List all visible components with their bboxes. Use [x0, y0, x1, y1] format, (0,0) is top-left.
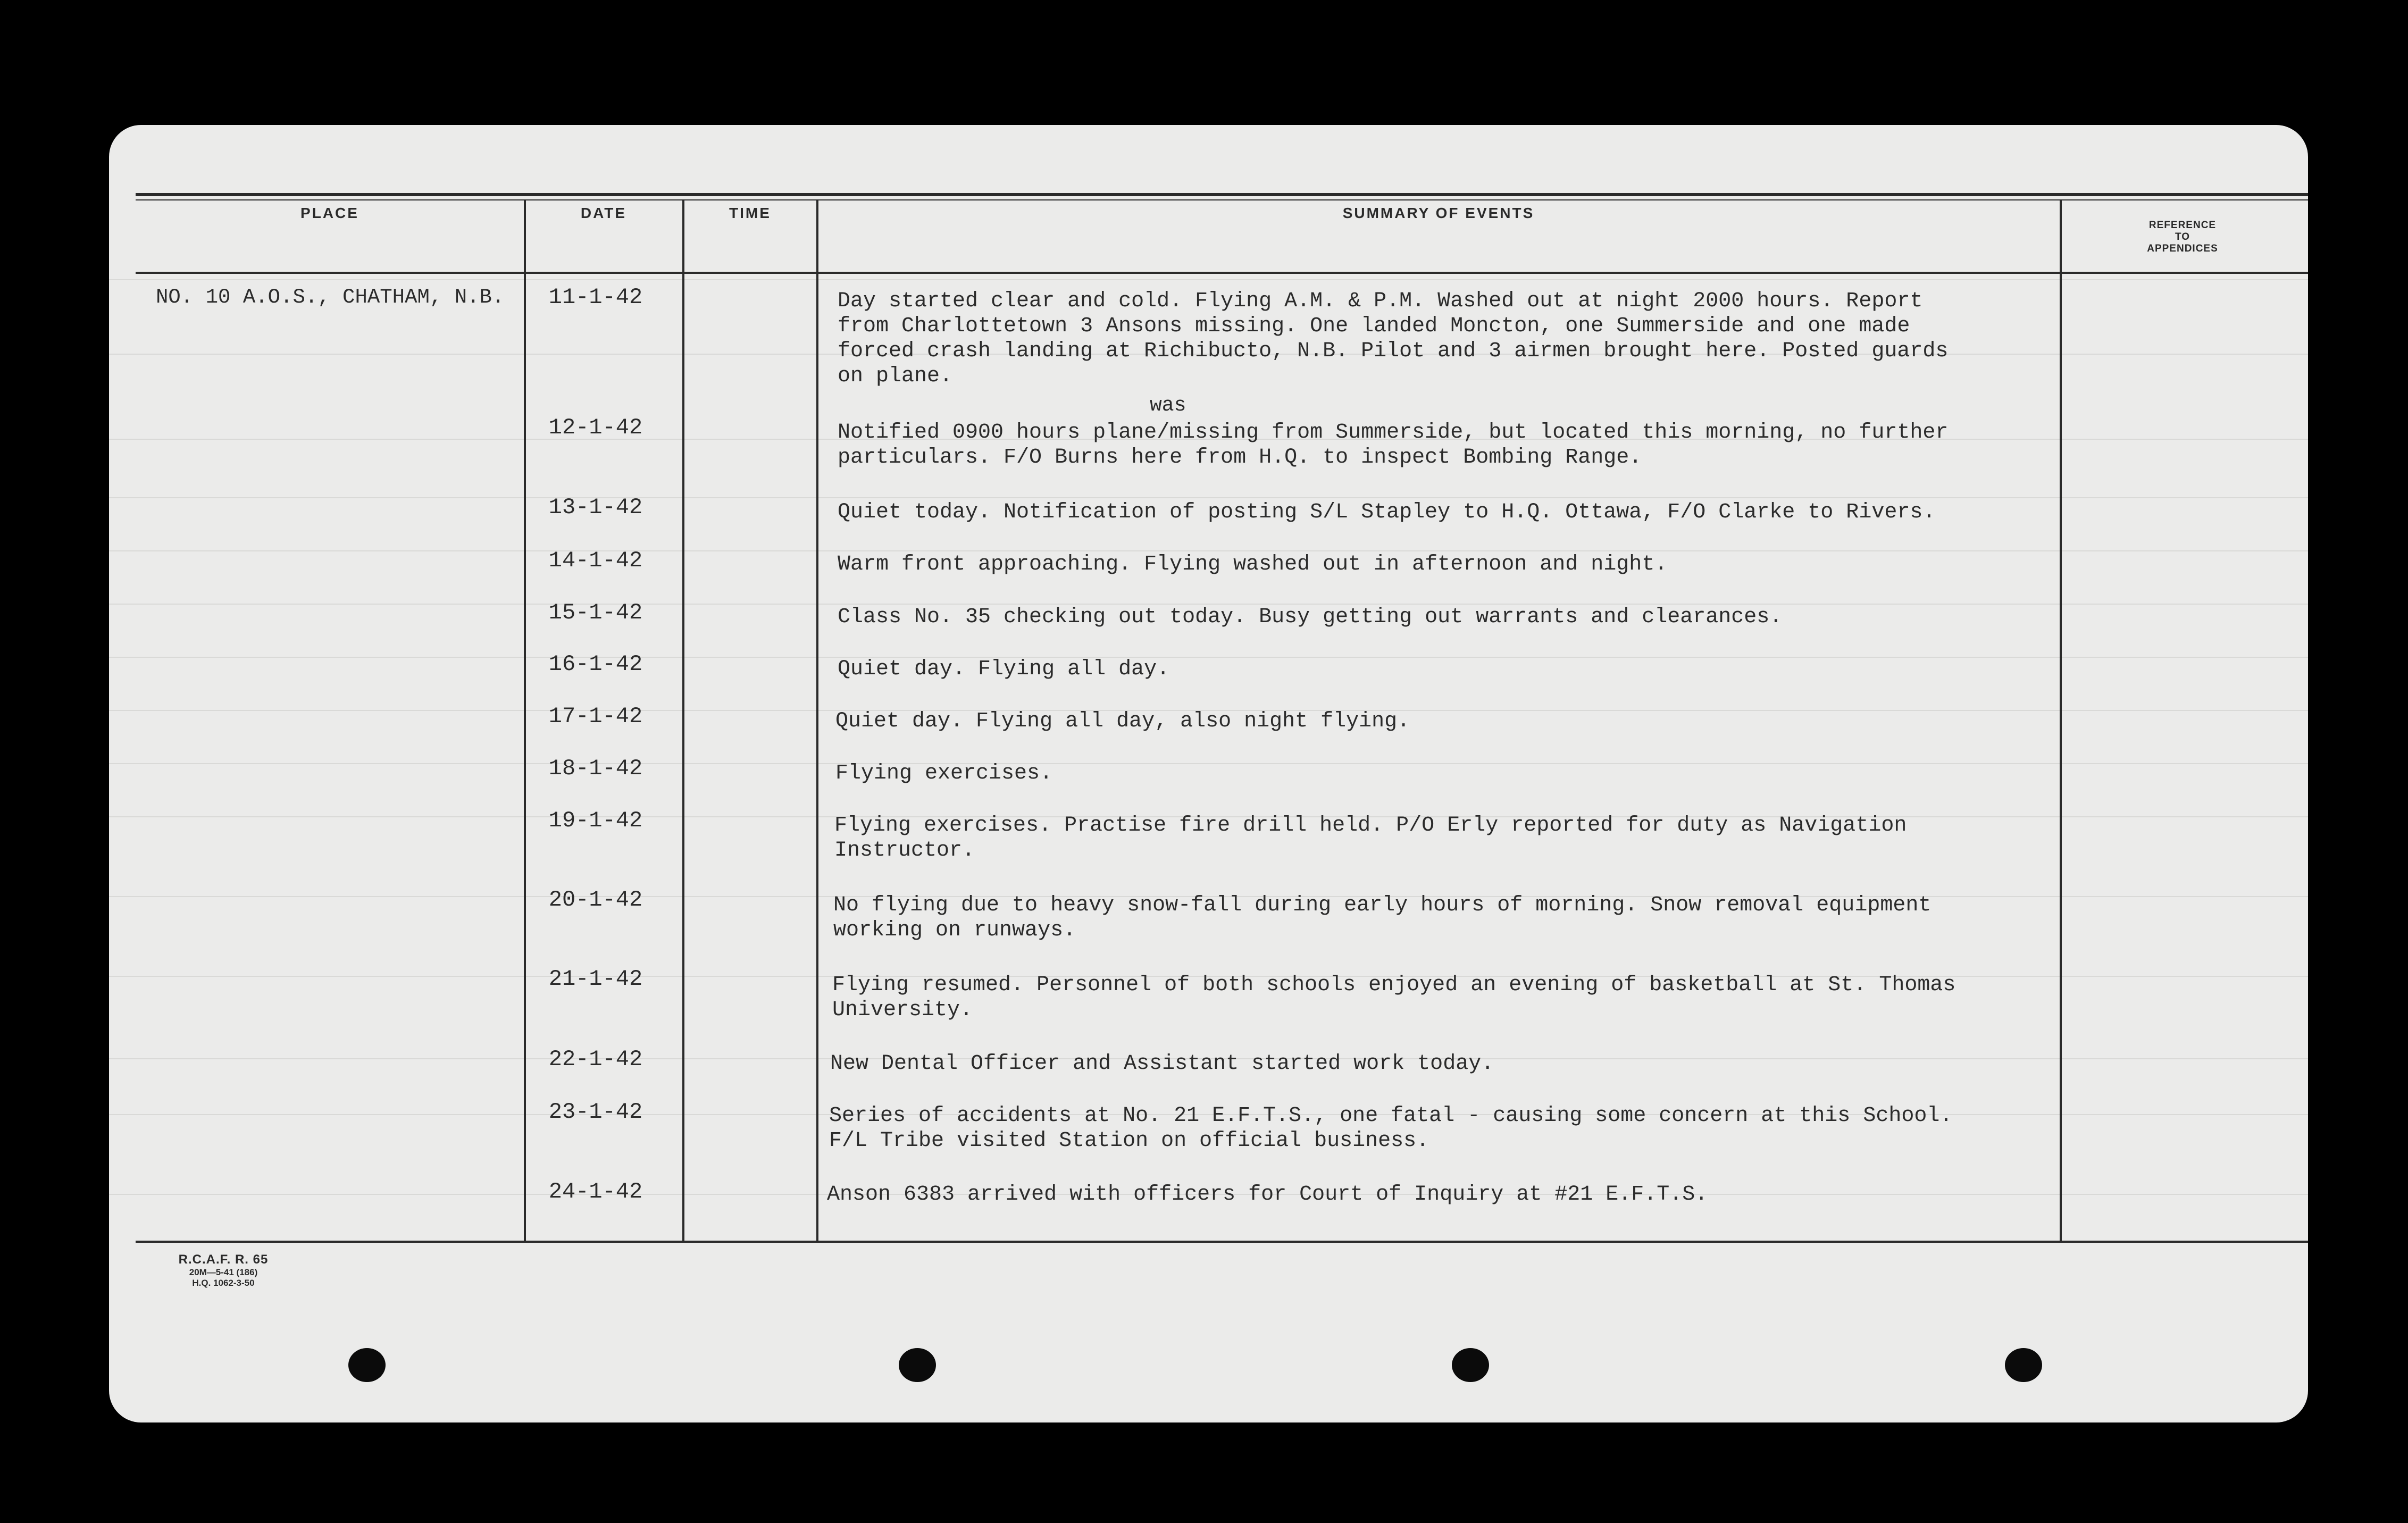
entry-date: 18-1-42	[548, 756, 643, 781]
entry-date: 23-1-42	[548, 1099, 643, 1125]
form-print-run: 20M—5-41 (186)	[189, 1267, 258, 1277]
form-hq-reference: H.Q. 1062-3-50	[192, 1278, 255, 1288]
diary-page	[109, 125, 2308, 1422]
column-divider-date	[682, 199, 684, 1242]
entry-date: 14-1-42	[548, 548, 643, 573]
header-date: DATE	[580, 205, 627, 221]
ruled-line	[109, 279, 2308, 280]
entry-date: 20-1-42	[548, 887, 643, 913]
place-entry: NO. 10 A.O.S., CHATHAM, N.B.	[156, 286, 505, 309]
header-time: TIME	[729, 205, 771, 221]
entry-summary: Series of accidents at No. 21 E.F.T.S., one fatal - causing some concern at this School. F/L Tribe visited Station on official business.	[829, 1104, 1953, 1153]
form-code: R.C.A.F. R. 65	[178, 1252, 269, 1267]
entry-summary: Class No. 35 checking out today. Busy getting out warrants and clearances.	[838, 605, 1783, 629]
entry-summary: Flying resumed. Personnel of both schools enjoyed an evening of basketball at St. Thomas University.	[832, 973, 1956, 1022]
top-rule-thin	[136, 199, 2308, 200]
entry-date: 13-1-42	[548, 495, 643, 520]
entry-summary: Quiet day. Flying all day, also night flying.	[835, 709, 1410, 733]
punch-hole	[348, 1348, 386, 1382]
entry-date: 22-1-42	[548, 1047, 643, 1072]
entry-summary: No flying due to heavy snow-fall during early hours of morning. Snow removal equipment working on runways.	[833, 893, 1932, 942]
ruled-line	[109, 550, 2308, 551]
entry-summary: Warm front approaching. Flying washed out in afternoon and night.	[838, 553, 1668, 576]
header-rule	[136, 272, 2308, 274]
entry-date: 19-1-42	[548, 808, 643, 833]
entry-date: 21-1-42	[548, 966, 643, 992]
entry-date: 15-1-42	[548, 600, 643, 625]
header-reference: REFERENCE TO APPENDICES	[2147, 220, 2218, 254]
column-divider-summary	[2060, 199, 2062, 1242]
bottom-rule	[136, 1241, 2308, 1243]
entry-summary: Notified 0900 hours plane/missing from Summerside, but located this morning, no further particulars. F/O Burns here from H.Q. to inspect Bombing Range.	[838, 421, 1949, 470]
punch-hole	[2005, 1348, 2042, 1382]
inserted-word: was	[1150, 394, 1186, 417]
entry-date: 11-1-42	[548, 284, 643, 310]
entry-summary: Flying exercises.	[835, 761, 1053, 785]
header-summary: SUMMARY OF EVENTS	[1342, 205, 1535, 221]
entry-summary: Quiet day. Flying all day.	[838, 657, 1170, 681]
entry-summary: Flying exercises. Practise fire drill held. P/O Erly reported for duty as Navigation Instructor.	[834, 814, 1907, 863]
punch-hole	[1452, 1348, 1489, 1382]
entry-date: 12-1-42	[548, 415, 643, 440]
top-rule	[136, 193, 2308, 196]
entry-date: 16-1-42	[548, 651, 643, 677]
entry-summary: Day started clear and cold. Flying A.M. & P.M. Washed out at night 2000 hours. Report from Charlottetown 3 Ansons missing. One landed Moncton, one Summerside and one made forced crash landing at Richibucto, N.B. Pilot and 3 airmen brought here. Posted guards on plane.	[838, 289, 1949, 388]
header-place: PLACE	[300, 205, 359, 221]
entry-date: 17-1-42	[548, 704, 643, 729]
entry-summary: New Dental Officer and Assistant started work today.	[830, 1052, 1494, 1076]
entry-summary: Anson 6383 arrived with officers for Court of Inquiry at #21 E.F.T.S.	[827, 1183, 1708, 1207]
ruled-line	[109, 497, 2308, 498]
entry-summary: Quiet today. Notification of posting S/L Stapley to H.Q. Ottawa, F/O Clarke to Rivers.	[838, 500, 1936, 524]
entry-date: 24-1-42	[548, 1179, 643, 1204]
form-number	[154, 1252, 292, 1288]
column-divider-time	[816, 199, 818, 1242]
punch-hole	[899, 1348, 936, 1382]
